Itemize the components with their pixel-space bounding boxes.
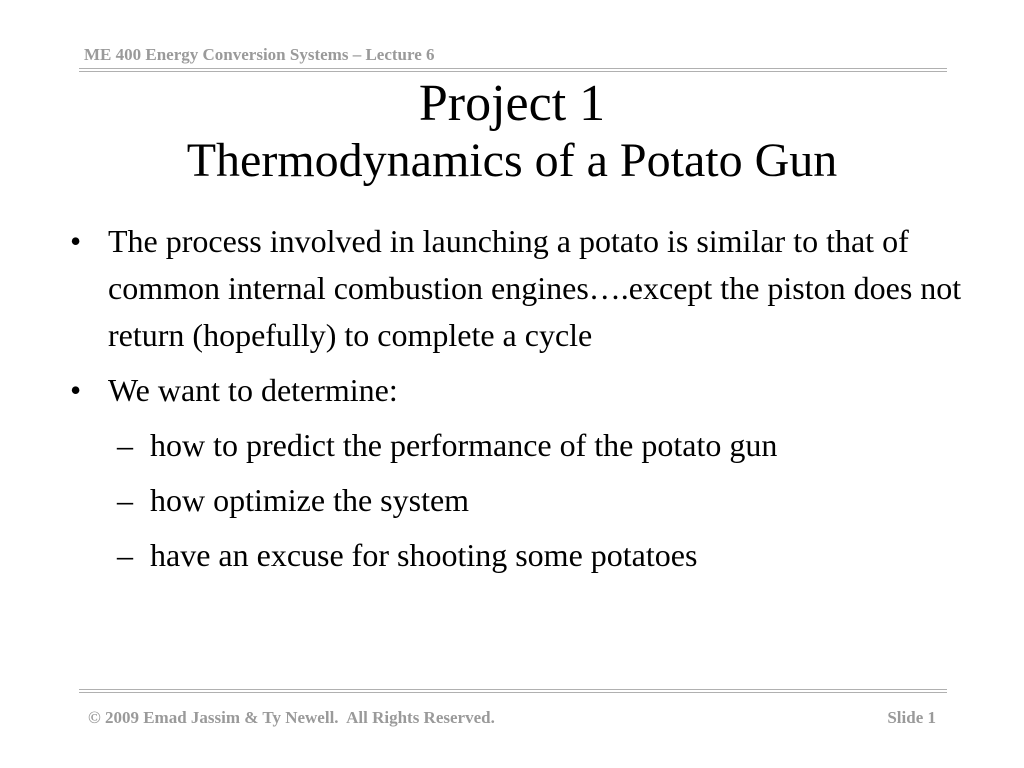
bullet-text: The process involved in launching a potato is similar to that of common internal combustion engines….except the piston does not return (hopefully) to complete a cycle (108, 223, 962, 353)
title-primary: Project 1 (418, 75, 606, 132)
sub-bullet-marker: – (117, 537, 133, 573)
bullet-marker: • (70, 372, 82, 408)
bullet-item (70, 367, 970, 414)
sub-bullet-text: how to predict the performance of the potato gun (150, 427, 778, 463)
sub-bullet-marker: – (117, 427, 133, 463)
slide-title (0, 74, 1024, 190)
bullet-item (70, 218, 970, 359)
header-divider (79, 68, 947, 72)
sub-bullet-text: how optimize the system (150, 482, 470, 518)
footer-divider (79, 689, 947, 693)
course-header: ME 400 Energy Conversion Systems – Lecture 6 (84, 45, 435, 64)
sub-bullet-marker: – (117, 482, 133, 518)
title-secondary: Thermodynamics of a Potato Gun (186, 134, 838, 187)
bullet-list (70, 218, 970, 579)
bullet-marker: • (70, 223, 82, 259)
sub-bullet-item (70, 422, 970, 469)
sub-bullet-item (70, 477, 970, 524)
bullet-text: We want to determine: (108, 372, 398, 408)
sub-bullet-item (70, 532, 970, 579)
copyright-notice: © 2009 Emad Jassim & Ty Newell. All Rights Reserved. (88, 708, 495, 727)
slide-number: Slide 1 (887, 708, 936, 727)
sub-bullet-text: have an excuse for shooting some potatoes (150, 537, 698, 573)
